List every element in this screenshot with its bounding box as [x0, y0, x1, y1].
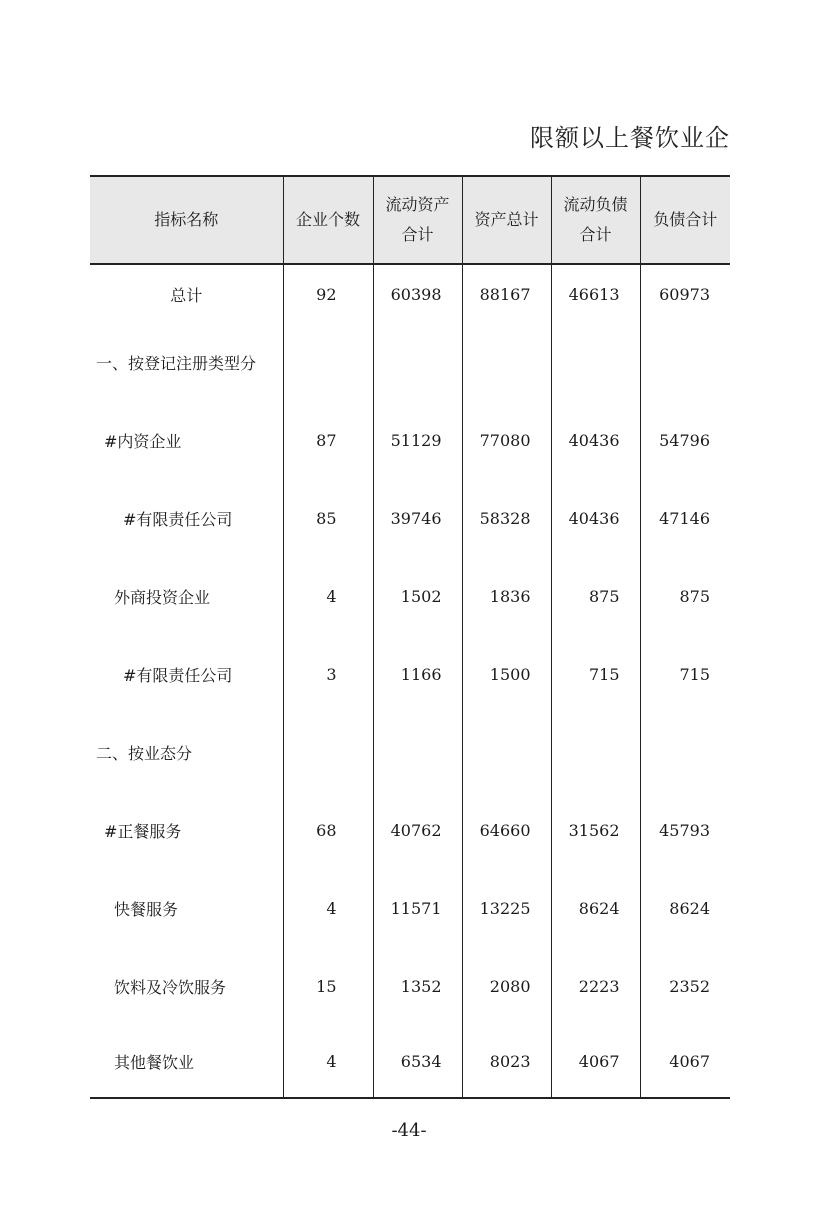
cell-enterprise-count: 4: [283, 869, 373, 947]
row-label: 外商投资企业: [114, 587, 211, 607]
cell-current-assets-total: 39746: [373, 479, 462, 557]
row-label: #有限责任公司: [123, 509, 233, 529]
cell-total-liabilities: 2352: [640, 947, 730, 1025]
cell-total-assets: 8023: [462, 1025, 551, 1098]
cell-enterprise-count: [283, 713, 373, 791]
cell-current-liabilities-total: 40436: [551, 479, 640, 557]
table-row: [90, 264, 730, 323]
column-header-total-liabilities: 负债合计: [640, 176, 730, 264]
cell-current-liabilities-total: [551, 713, 640, 791]
cell-current-assets-total: 1352: [373, 947, 462, 1025]
cell-total-assets: 1500: [462, 635, 551, 713]
cell-current-liabilities-total: 4067: [551, 1025, 640, 1098]
column-header-current-liabilities-total: 流动负债 合计: [551, 176, 640, 264]
cell-current-liabilities-total: 8624: [551, 869, 640, 947]
cell-total-liabilities: 60973: [640, 264, 730, 323]
column-header-enterprise-count: 企业个数: [283, 176, 373, 264]
cell-current-assets-total: 1166: [373, 635, 462, 713]
column-header-current-assets-total: 流动资产 合计: [373, 176, 462, 264]
cell-total-assets: 1836: [462, 557, 551, 635]
row-label: 其他餐饮业: [90, 1025, 283, 1098]
row-label: #内资企业: [104, 431, 182, 451]
table-row: [90, 947, 730, 1025]
cell-current-assets-total: [373, 713, 462, 791]
cell-total-liabilities: [640, 713, 730, 791]
column-header-indicator-name: 指标名称: [90, 176, 283, 264]
cell-enterprise-count: 85: [283, 479, 373, 557]
table-header-row: [90, 176, 730, 264]
cell-total-liabilities: 715: [640, 635, 730, 713]
cell-current-liabilities-total: 40436: [551, 401, 640, 479]
row-label: #有限责任公司: [123, 665, 233, 685]
cell-current-liabilities-total: 875: [551, 557, 640, 635]
row-label: 饮料及冷饮服务: [114, 977, 227, 997]
page-title: 限额以上餐饮业企: [530, 124, 730, 152]
cell-total-assets: 2080: [462, 947, 551, 1025]
cell-total-assets: 58328: [462, 479, 551, 557]
table-body: [90, 264, 730, 1098]
table-row: [90, 401, 730, 479]
cell-current-assets-total: 40762: [373, 791, 462, 869]
cell-total-liabilities: 4067: [640, 1025, 730, 1098]
data-table: [90, 175, 730, 1099]
table-row: [90, 791, 730, 869]
cell-enterprise-count: 4: [283, 1025, 373, 1098]
row-label: 二、按业态分: [96, 743, 193, 763]
cell-enterprise-count: 68: [283, 791, 373, 869]
table-row: [90, 1025, 730, 1098]
cell-current-liabilities-total: 31562: [551, 791, 640, 869]
cell-current-assets-total: 11571: [373, 869, 462, 947]
cell-current-liabilities-total: 46613: [551, 264, 640, 323]
cell-enterprise-count: [283, 323, 373, 401]
row-label: 快餐服务: [114, 899, 179, 919]
cell-enterprise-count: 87: [283, 401, 373, 479]
cell-enterprise-count: 3: [283, 635, 373, 713]
cell-total-liabilities: 875: [640, 557, 730, 635]
cell-total-liabilities: 8624: [640, 869, 730, 947]
cell-total-assets: 77080: [462, 401, 551, 479]
table-row: [90, 557, 730, 635]
cell-current-liabilities-total: [551, 323, 640, 401]
row-label: #正餐服务: [104, 821, 182, 841]
cell-total-assets: [462, 713, 551, 791]
cell-current-liabilities-total: 2223: [551, 947, 640, 1025]
cell-total-liabilities: 54796: [640, 401, 730, 479]
cell-enterprise-count: 15: [283, 947, 373, 1025]
cell-enterprise-count: 4: [283, 557, 373, 635]
table-row: [90, 713, 730, 791]
table-row: [90, 479, 730, 557]
cell-total-assets: 64660: [462, 791, 551, 869]
row-label: 总计: [170, 285, 203, 305]
cell-total-liabilities: 45793: [640, 791, 730, 869]
cell-total-assets: [462, 323, 551, 401]
cell-current-assets-total: 6534: [373, 1025, 462, 1098]
cell-enterprise-count: 92: [283, 264, 373, 323]
column-header-total-assets: 资产总计: [462, 176, 551, 264]
cell-current-assets-total: 1502: [373, 557, 462, 635]
table-row: [90, 635, 730, 713]
cell-total-liabilities: 47146: [640, 479, 730, 557]
page-number: -44-: [391, 1120, 427, 1141]
table-row: [90, 869, 730, 947]
cell-current-assets-total: 51129: [373, 401, 462, 479]
table-row: [90, 323, 730, 401]
cell-current-assets-total: 60398: [373, 264, 462, 323]
cell-total-liabilities: [640, 323, 730, 401]
cell-total-assets: 13225: [462, 869, 551, 947]
cell-total-assets: 88167: [462, 264, 551, 323]
cell-current-liabilities-total: 715: [551, 635, 640, 713]
cell-current-assets-total: [373, 323, 462, 401]
row-label: 一、按登记注册类型分: [96, 353, 257, 373]
